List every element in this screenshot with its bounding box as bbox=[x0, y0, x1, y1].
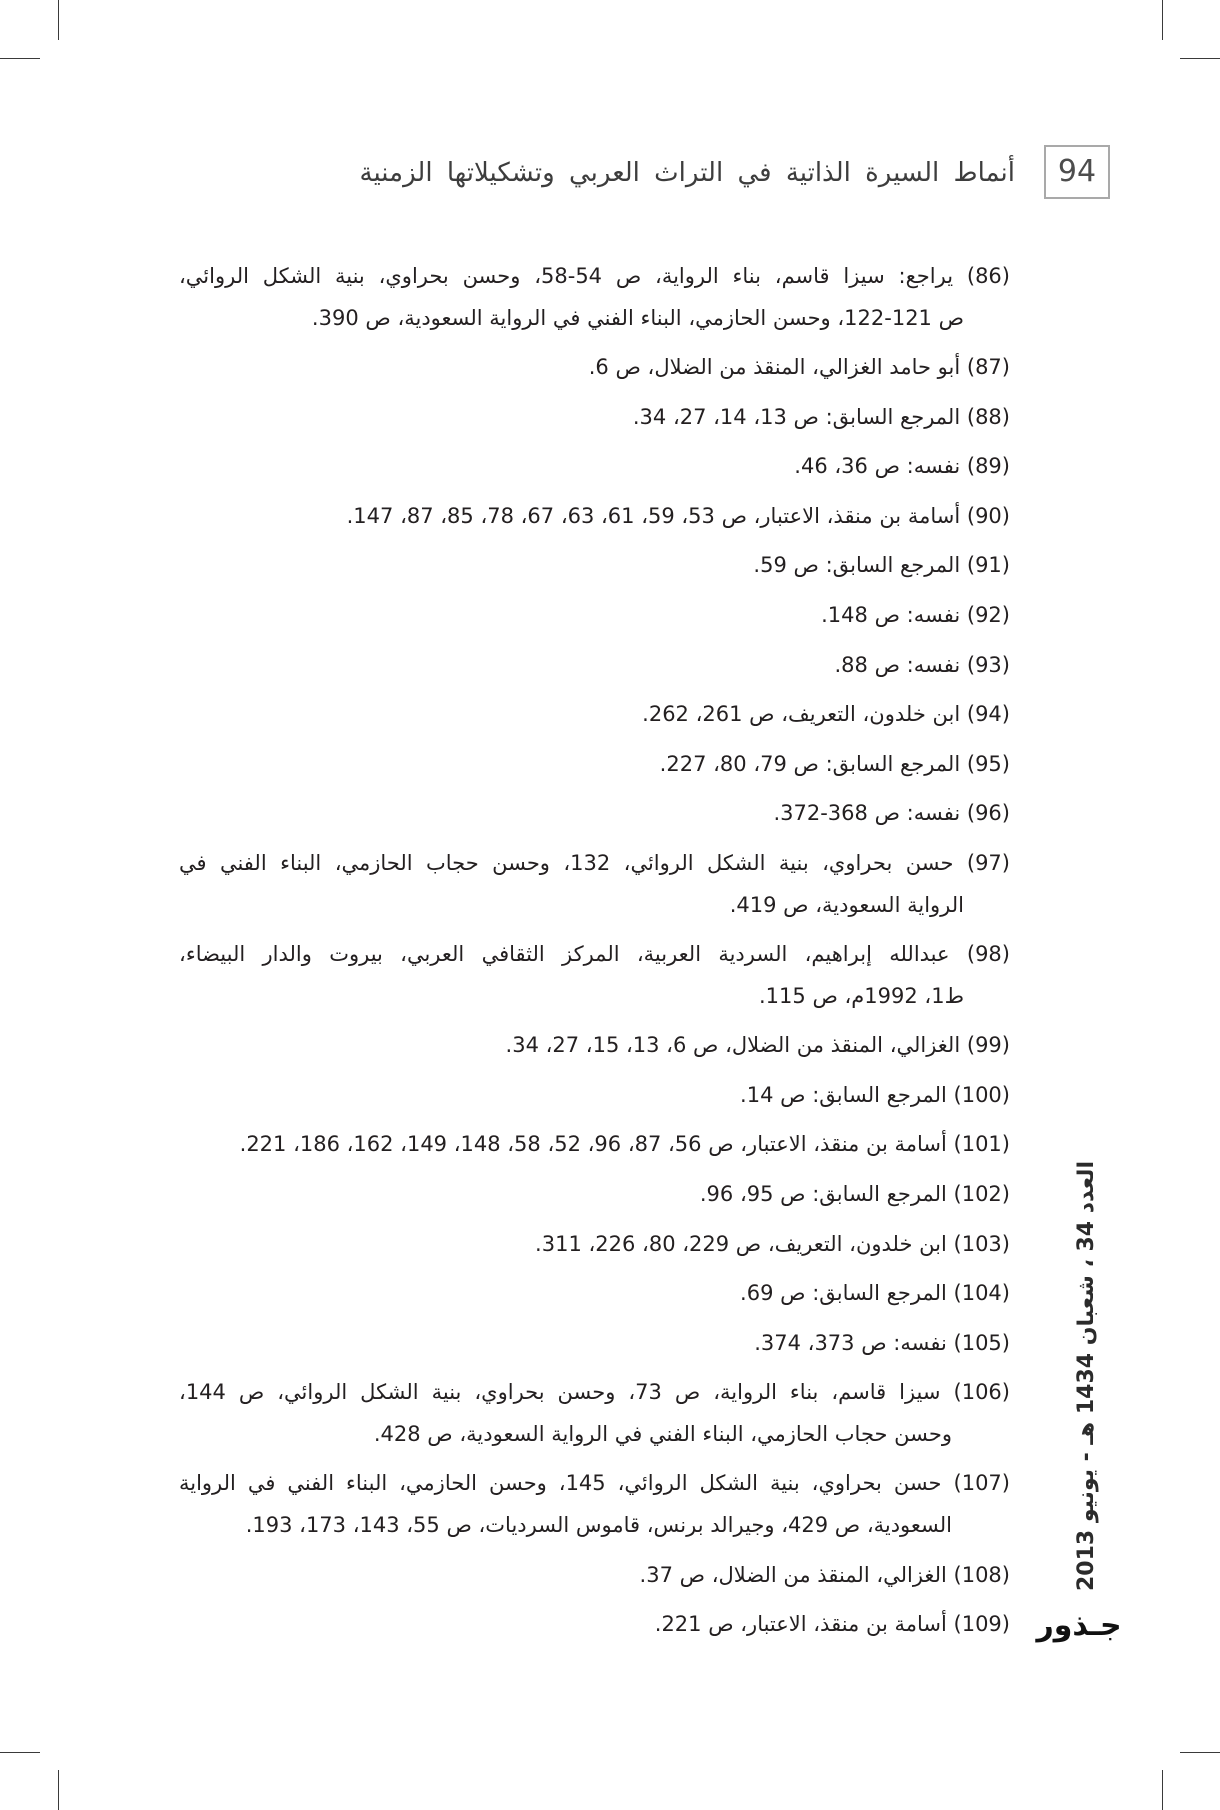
page-number: 94 bbox=[1044, 145, 1110, 199]
footnote-line bbox=[179, 1372, 1010, 1414]
footnote-number: (98) bbox=[966, 942, 1010, 967]
footnote-number: (105) bbox=[953, 1330, 1010, 1355]
issue-info-vertical: العدد 34 ، شعبان 1434 هـ - يونيو 2013 bbox=[1074, 1161, 1099, 1592]
footnote-106 bbox=[179, 1372, 1010, 1455]
footnote-101 bbox=[179, 1124, 1010, 1166]
footnote-92 bbox=[179, 595, 1010, 637]
footnote-line bbox=[179, 1555, 1010, 1597]
footnote-109 bbox=[179, 1604, 1010, 1646]
footnote-line bbox=[179, 545, 1010, 587]
footnote-100 bbox=[179, 1075, 1010, 1117]
footnote-number: (90) bbox=[966, 503, 1010, 528]
footnote-line bbox=[179, 496, 1010, 538]
footnote-number: (88) bbox=[966, 404, 1010, 429]
footnote-line bbox=[179, 694, 1010, 736]
crop-mark bbox=[0, 1752, 40, 1753]
footnote-89 bbox=[179, 446, 1010, 488]
crop-mark bbox=[1162, 1770, 1163, 1810]
footnote-text: حسن بحراوي، بنية الشكل الروائي، 145، وحسن الحازمي، البناء الفني في الرواية bbox=[178, 1471, 942, 1496]
footnote-103 bbox=[179, 1224, 1010, 1266]
footnote-line bbox=[179, 397, 1010, 439]
footnote-104 bbox=[179, 1273, 1010, 1315]
footnote-line bbox=[179, 843, 1010, 885]
footnote-line bbox=[179, 793, 1010, 835]
footnote-90 bbox=[179, 496, 1010, 538]
footnote-number: (91) bbox=[966, 553, 1010, 578]
footnote-text: الغزالي، المنقذ من الضلال، ص 37. bbox=[639, 1562, 947, 1587]
footnote-number: (104) bbox=[953, 1281, 1010, 1306]
footnote-text: المرجع السابق: ص 95، 96. bbox=[699, 1182, 947, 1206]
footnote-line bbox=[179, 595, 1010, 637]
footnote-number: (87) bbox=[966, 355, 1010, 380]
footnote-text: نفسه: ص 373، 374. bbox=[754, 1330, 947, 1355]
footnote-102 bbox=[179, 1174, 1010, 1216]
footnote-text: السعودية، ص 429، وجيرالد برنس، قاموس السرديات، ص 55، 143، 173، 193. bbox=[245, 1512, 952, 1537]
footnotes-list bbox=[179, 256, 1010, 1654]
footnote-number: (100) bbox=[953, 1082, 1010, 1107]
footnote-text: المرجع السابق: ص 13، 14، 27، 34. bbox=[632, 404, 961, 429]
footnote-line bbox=[179, 1273, 1010, 1315]
footnote-text: المرجع السابق: ص 69. bbox=[740, 1281, 947, 1306]
footnote-continuation-line bbox=[179, 1414, 1010, 1456]
footnote-text: أسامة بن منقذ، الاعتبار، ص 53، 59، 61، 63، 67، 78، 85، 87، 147. bbox=[346, 503, 961, 528]
footnote-line bbox=[179, 1604, 1010, 1646]
footnote-99 bbox=[179, 1025, 1010, 1067]
footnote-number: (108) bbox=[953, 1562, 1010, 1587]
footnote-text: نفسه: ص 36، 46. bbox=[794, 454, 961, 479]
footnote-text: ط1، 1992م، ص 115. bbox=[758, 983, 964, 1008]
footnote-line bbox=[179, 256, 1010, 298]
footnote-line bbox=[179, 1025, 1010, 1067]
footnote-text: نفسه: ص 148. bbox=[821, 603, 961, 628]
footnote-number: (97) bbox=[966, 851, 1010, 876]
footnote-text: سيزا قاسم، بناء الرواية، ص 73، وحسن بحراوي، بنية الشكل الروائي، ص 144، bbox=[179, 1380, 941, 1405]
footnote-line bbox=[179, 934, 1010, 976]
footnote-continuation-line bbox=[179, 298, 1010, 340]
footnote-text: الرواية السعودية، ص 419. bbox=[729, 892, 964, 917]
footnote-line bbox=[179, 1323, 1010, 1365]
footnote-number: (99) bbox=[966, 1033, 1010, 1058]
footnote-text: الغزالي، المنقذ من الضلال، ص 6، 13، 15، 27، 34. bbox=[505, 1033, 961, 1058]
footnote-number: (93) bbox=[966, 652, 1010, 677]
footnote-number: (107) bbox=[953, 1471, 1010, 1496]
footnote-line bbox=[179, 1463, 1010, 1505]
footnote-text: أسامة بن منقذ، الاعتبار، ص 56، 87، 96، 52، 58، 148، 149، 162، 186، 221. bbox=[239, 1132, 947, 1157]
footnote-87 bbox=[179, 347, 1010, 389]
footnote-text: أسامة بن منقذ، الاعتبار، ص 221. bbox=[654, 1612, 947, 1637]
crop-mark bbox=[58, 1770, 59, 1810]
footnote-line bbox=[179, 446, 1010, 488]
footnote-text: ابن خلدون، التعريف، ص 261، 262. bbox=[642, 702, 961, 727]
footnote-text: ص 121-122، وحسن الحازمي، البناء الفني في الرواية السعودية، ص 390. bbox=[311, 305, 964, 330]
footnote-text: نفسه: ص 368-372. bbox=[773, 801, 961, 826]
crop-mark bbox=[1162, 0, 1163, 40]
footnote-96 bbox=[179, 793, 1010, 835]
footnote-number: (96) bbox=[966, 801, 1010, 826]
footnote-text: عبدالله إبراهيم، السردية العربية، المركز الثقافي العربي، بيروت والدار البيضاء، bbox=[179, 942, 950, 967]
footnote-line bbox=[179, 1075, 1010, 1117]
footnote-88 bbox=[179, 397, 1010, 439]
footnote-91 bbox=[179, 545, 1010, 587]
footnote-number: (95) bbox=[966, 751, 1010, 776]
footnote-text: نفسه: ص 88. bbox=[834, 652, 961, 677]
crop-mark bbox=[1180, 1752, 1220, 1753]
crop-mark bbox=[1180, 58, 1220, 59]
footnote-98 bbox=[179, 934, 1010, 1017]
footnote-text: يراجع: سيزا قاسم، بناء الرواية، ص 54-58، وحسن بحراوي، بنية الشكل الروائي، bbox=[179, 264, 954, 288]
footnote-line bbox=[179, 1174, 1010, 1216]
footnote-line bbox=[179, 645, 1010, 687]
crop-mark bbox=[0, 58, 40, 59]
footnote-97 bbox=[179, 843, 1010, 926]
footnote-line bbox=[179, 1224, 1010, 1266]
footnote-text: وحسن حجاب الحازمي، البناء الفني في الرواية السعودية، ص 428. bbox=[373, 1421, 952, 1446]
journal-logo: جـذور bbox=[1036, 1608, 1122, 1643]
running-title: أنماط السيرة الذاتية في التراث العربي وتشكيلاتها الزمنية bbox=[359, 158, 1015, 188]
footnote-86 bbox=[179, 256, 1010, 339]
footnote-text: ابن خلدون، التعريف، ص 229، 80، 226، 311. bbox=[535, 1231, 947, 1256]
footnote-number: (94) bbox=[966, 702, 1010, 727]
footnote-line bbox=[179, 744, 1010, 786]
footnote-number: (101) bbox=[953, 1132, 1010, 1157]
footnote-105 bbox=[179, 1323, 1010, 1365]
footnote-number: (106) bbox=[953, 1380, 1010, 1405]
footnote-number: (109) bbox=[953, 1612, 1010, 1637]
footnote-line bbox=[179, 1124, 1010, 1166]
footnote-93 bbox=[179, 645, 1010, 687]
footnote-number: (102) bbox=[953, 1182, 1010, 1206]
footnote-text: المرجع السابق: ص 14. bbox=[740, 1082, 947, 1107]
footnote-95 bbox=[179, 744, 1010, 786]
footnote-107 bbox=[179, 1463, 1010, 1546]
footnote-continuation-line bbox=[179, 1505, 1010, 1547]
footnote-number: (92) bbox=[966, 603, 1010, 628]
footnote-94 bbox=[179, 694, 1010, 736]
footnote-text: أبو حامد الغزالي، المنقذ من الضلال، ص 6. bbox=[588, 355, 961, 380]
footnote-number: (86) bbox=[966, 264, 1010, 288]
footnote-number: (103) bbox=[953, 1231, 1010, 1256]
footnote-continuation-line bbox=[179, 885, 1010, 927]
footnote-text: حسن بحراوي، بنية الشكل الروائي، 132، وحسن حجاب الحازمي، البناء الفني في bbox=[179, 851, 954, 876]
footnote-108 bbox=[179, 1555, 1010, 1597]
footnote-number: (89) bbox=[966, 454, 1010, 479]
footnote-text: المرجع السابق: ص 79، 80، 227. bbox=[659, 751, 961, 776]
footnote-continuation-line bbox=[179, 976, 1010, 1018]
footnote-text: المرجع السابق: ص 59. bbox=[753, 553, 961, 578]
footnote-line bbox=[179, 347, 1010, 389]
crop-mark bbox=[58, 0, 59, 40]
